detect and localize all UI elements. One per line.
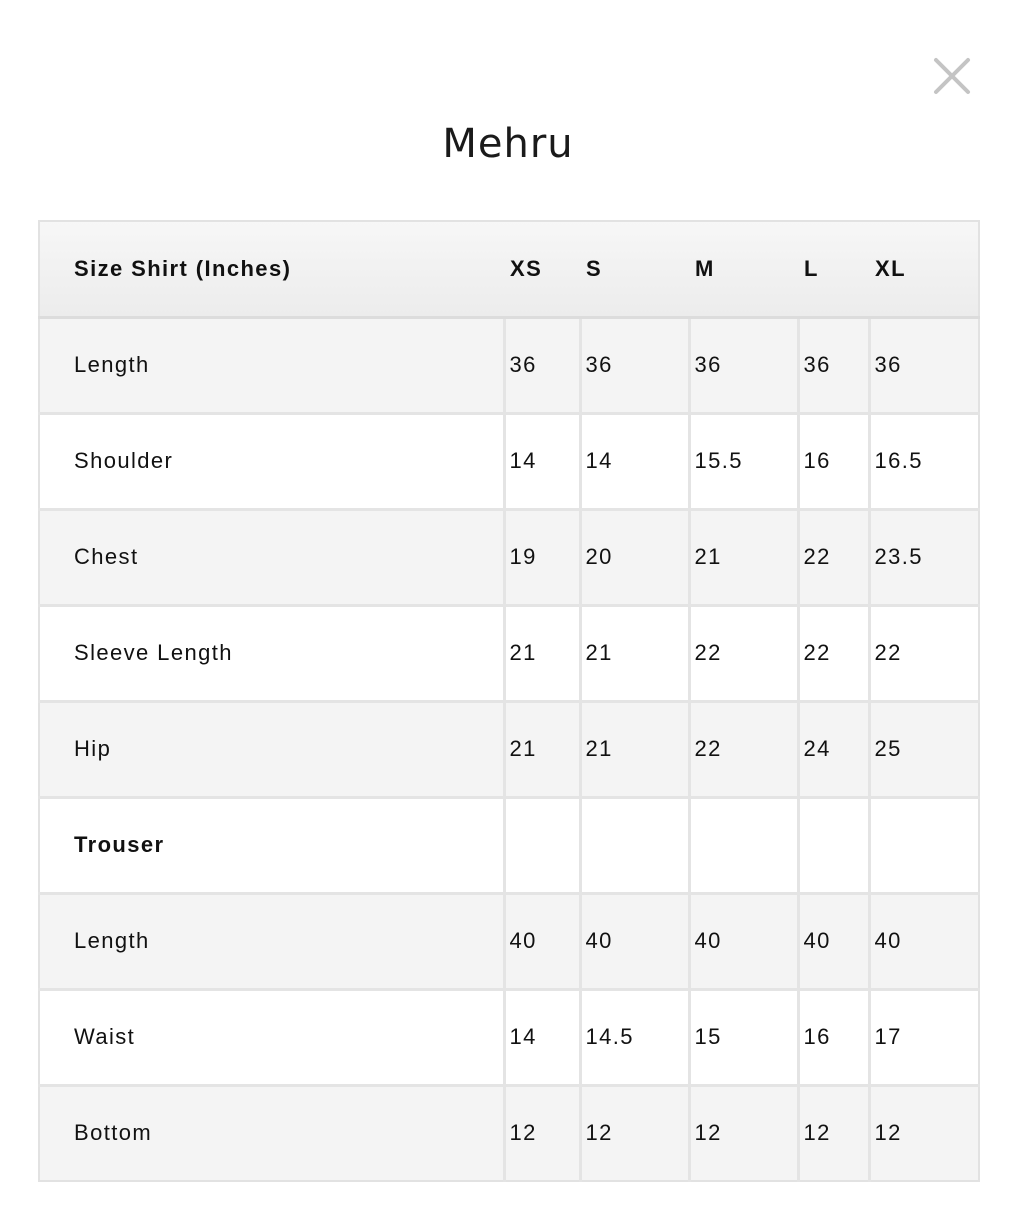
table-cell: 15.5	[689, 413, 798, 509]
table-cell	[798, 797, 869, 893]
table-cell: 40	[504, 893, 580, 989]
table-cell: 36	[504, 317, 580, 413]
table-row	[39, 701, 979, 797]
row-label: Length	[39, 317, 504, 413]
table-cell: 12	[869, 1085, 979, 1181]
table-cell: 36	[580, 317, 689, 413]
table-cell: 36	[869, 317, 979, 413]
table-cell: 15	[689, 989, 798, 1085]
table-cell: 36	[798, 317, 869, 413]
header-label: Size Shirt (Inches)	[39, 221, 504, 317]
row-label: Shoulder	[39, 413, 504, 509]
table-cell: 40	[689, 893, 798, 989]
row-label: Hip	[39, 701, 504, 797]
table-cell	[580, 797, 689, 893]
table-row	[39, 1085, 979, 1181]
table-cell: 40	[580, 893, 689, 989]
table-cell: 21	[580, 701, 689, 797]
size-chart-table	[38, 220, 980, 1182]
table-row	[39, 509, 979, 605]
table-cell: 16.5	[869, 413, 979, 509]
table-cell: 14.5	[580, 989, 689, 1085]
row-label: Bottom	[39, 1085, 504, 1181]
row-label: Sleeve Length	[39, 605, 504, 701]
section-label: Trouser	[39, 797, 504, 893]
table-cell	[504, 797, 580, 893]
row-label: Length	[39, 893, 504, 989]
table-cell: 16	[798, 413, 869, 509]
table-cell: 19	[504, 509, 580, 605]
table-cell: 22	[689, 701, 798, 797]
close-button[interactable]	[930, 54, 974, 98]
table-row	[39, 989, 979, 1085]
table-cell: 16	[798, 989, 869, 1085]
table-cell: 21	[504, 701, 580, 797]
table-cell: 20	[580, 509, 689, 605]
header-size-xl: XL	[869, 221, 979, 317]
table-cell: 22	[798, 509, 869, 605]
table-cell: 36	[689, 317, 798, 413]
table-cell: 14	[504, 989, 580, 1085]
table-cell: 40	[798, 893, 869, 989]
table-cell: 22	[798, 605, 869, 701]
table-cell: 12	[798, 1085, 869, 1181]
header-size-xs: XS	[504, 221, 580, 317]
table-cell: 24	[798, 701, 869, 797]
header-size-l: L	[798, 221, 869, 317]
table-row	[39, 605, 979, 701]
table-cell: 12	[689, 1085, 798, 1181]
table-cell: 25	[869, 701, 979, 797]
table-cell: 40	[869, 893, 979, 989]
table-cell	[689, 797, 798, 893]
close-icon	[930, 54, 974, 98]
table-cell: 21	[689, 509, 798, 605]
table-row	[39, 413, 979, 509]
row-label: Chest	[39, 509, 504, 605]
table-cell: 21	[504, 605, 580, 701]
table-cell: 17	[869, 989, 979, 1085]
table-header-row	[39, 221, 979, 317]
table-cell: 22	[869, 605, 979, 701]
table-cell: 14	[504, 413, 580, 509]
table-cell: 23.5	[869, 509, 979, 605]
table-cell: 14	[580, 413, 689, 509]
header-size-s: S	[580, 221, 689, 317]
table-cell: 12	[504, 1085, 580, 1181]
table-cell: 21	[580, 605, 689, 701]
table-cell: 22	[689, 605, 798, 701]
row-label: Waist	[39, 989, 504, 1085]
table-cell	[869, 797, 979, 893]
modal-title: Mehru	[442, 121, 574, 167]
section-row-trouser	[39, 797, 979, 893]
table-cell: 12	[580, 1085, 689, 1181]
header-size-m: M	[689, 221, 798, 317]
table-row	[39, 317, 979, 413]
table-row	[39, 893, 979, 989]
